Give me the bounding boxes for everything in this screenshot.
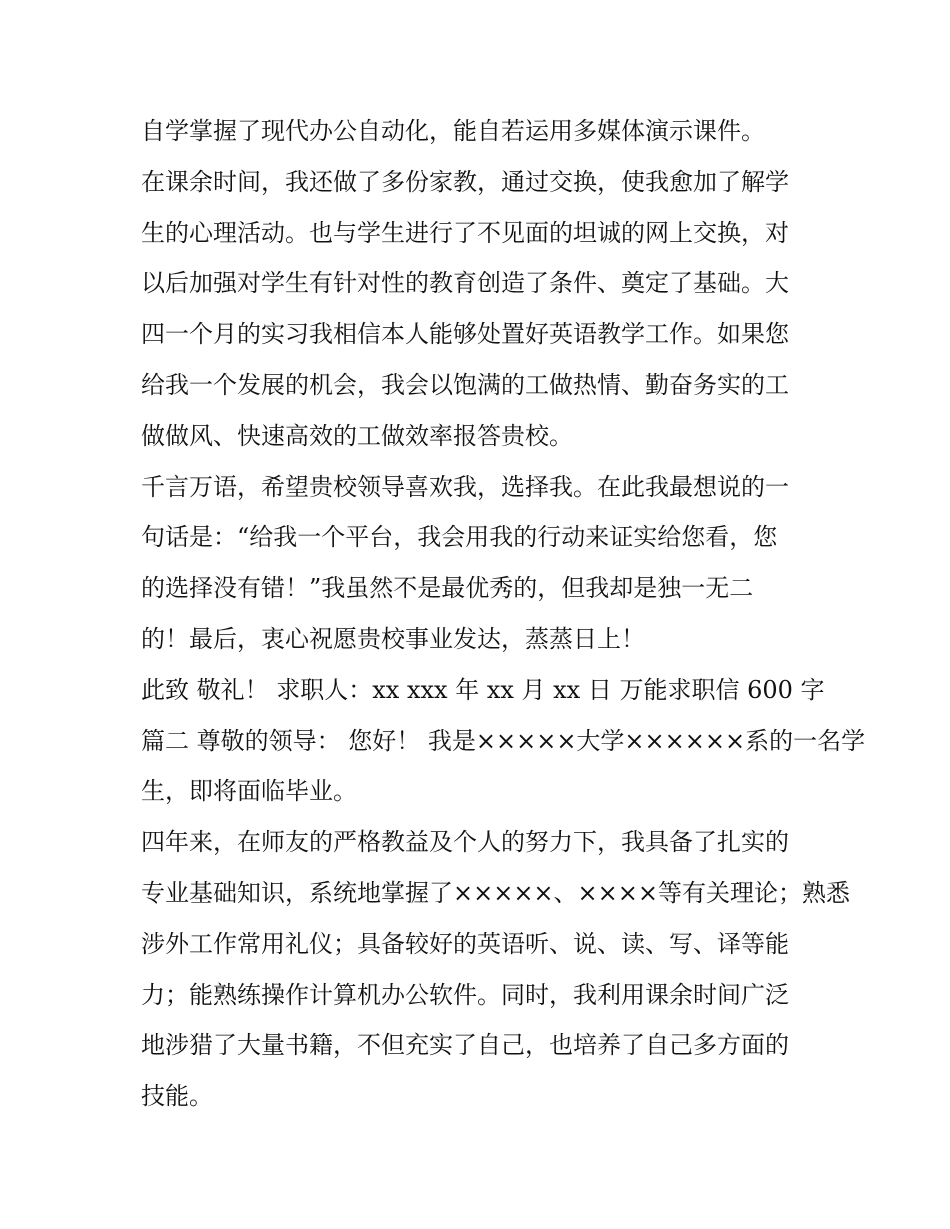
text-line: 此致 敬礼！ 求职人：xx xxx 年 xx 月 xx 日 万能求职信 600 字	[141, 675, 825, 704]
text-line: 涉外工作常用礼仪；具备较好的英语听、说、读、写、译等能	[141, 929, 789, 958]
text-line: 给我一个发展的机会，我会以饱满的工做热情、勤奋务实的工	[141, 370, 789, 399]
text-line: 千言万语，希望贵校领导喜欢我，选择我。在此我最想说的一	[141, 472, 789, 501]
text-line: 在课余时间，我还做了多份家教，通过交换，使我愈加了解学	[141, 167, 789, 196]
text-line: 四年来，在师友的严格教益及个人的努力下，我具备了扎实的	[141, 828, 789, 857]
text-line: 以后加强对学生有针对性的教育创造了条件、奠定了基础。大	[141, 269, 789, 298]
text-line: 自学掌握了现代办公自动化，能自若运用多媒体演示课件。	[141, 117, 765, 145]
text-line: 四一个月的实习我相信本人能够处置好英语教学工作。如果您	[141, 320, 789, 349]
text-line: 句话是：“给我一个平台，我会用我的行动来证实给您看，您	[141, 523, 778, 552]
text-line: 专业基础知识，系统地掌握了×××××、××××等有关理论；熟悉	[141, 878, 850, 907]
text-line: 力；能熟练操作计算机办公软件。同时，我利用课余时间广泛	[141, 980, 789, 1009]
text-line: 的！最后，衷心祝愿贵校事业发达，蒸蒸日上！	[141, 624, 645, 653]
text-line: 技能。	[141, 1082, 213, 1111]
text-line: 地涉猎了大量书籍，不但充实了自己，也培养了自己多方面的	[141, 1031, 789, 1060]
text-line: 做做风、快速高效的工做效率报答贵校。	[141, 421, 573, 450]
text-line: 篇二 尊敬的领导： 您好！ 我是×××××大学××××××系的一名学	[141, 726, 866, 755]
text-line: 生，即将面临毕业。	[141, 777, 357, 806]
document-body	[141, 106, 866, 1122]
text-line: 生的心理活动。也与学生进行了不见面的坦诚的网上交换，对	[141, 218, 789, 247]
text-line: 的选择没有错！”我虽然不是最优秀的，但我却是独一无二	[141, 574, 754, 603]
